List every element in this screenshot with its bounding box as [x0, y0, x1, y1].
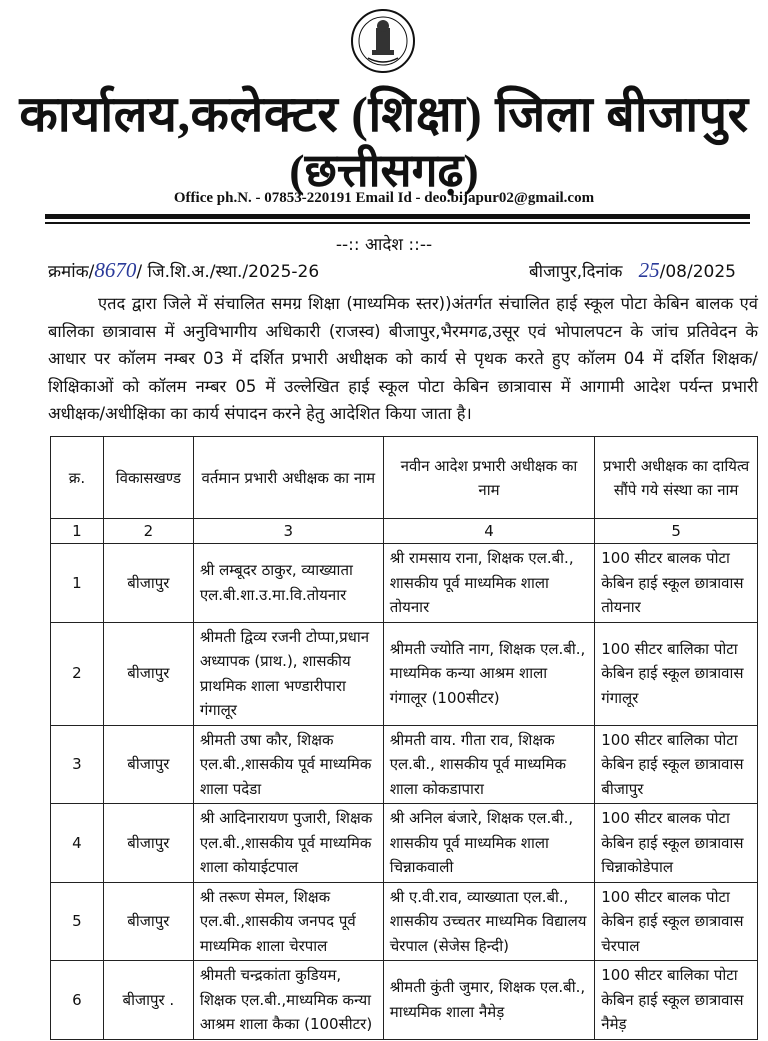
ref-suffix: / जि.शि.अ./स्था./2025-26	[136, 262, 320, 282]
header-institution: प्रभारी अधीक्षक का दायित्व सौंपे गये संस्था का नाम	[595, 437, 758, 519]
table-row	[51, 804, 758, 883]
column-number: 2	[103, 519, 193, 544]
header-divider	[45, 214, 750, 219]
current-superintendent-cell: श्री आदिनारायण पुजारी, शिक्षक एल.बी.,शासकीय पूर्व माध्यमिक शाला कोयाईटपाल	[193, 804, 383, 883]
serial-cell: 6	[51, 961, 104, 1040]
institution-cell: 100 सीटर बालिका पोटा केबिन हाई स्कूल छात्रावास बीजापुर	[595, 725, 758, 804]
current-superintendent-cell: श्रीमती उषा कौर, शिक्षक एल.बी.,शासकीय पूर्व माध्यमिक शाला पदेडा	[193, 725, 383, 804]
order-reference	[48, 258, 319, 283]
institution-cell: 100 सीटर बालक पोटा केबिन हाई स्कूल छात्रावास चिन्नाकोडेपाल	[595, 804, 758, 883]
office-state: (छत्तीसगढ़)	[289, 145, 479, 196]
header-current-superintendent: वर्तमान प्रभारी अधीक्षक का नाम	[193, 437, 383, 519]
column-number: 4	[383, 519, 595, 544]
serial-cell: 1	[51, 544, 104, 623]
new-superintendent-cell: श्रीमती कुंती जुमार, शिक्षक एल.बी., माध्यमिक शाला नैमेड़	[383, 961, 595, 1040]
serial-cell: 4	[51, 804, 104, 883]
institution-cell: 100 सीटर बालक पोटा केबिन हाई स्कूल छात्रावास तोयनार	[595, 544, 758, 623]
block-cell: बीजापुर	[103, 622, 193, 725]
current-superintendent-cell: श्रीमती द्विव्य रजनी टोप्पा,प्रधान अध्यापक (प्राथ.), शासकीय प्राथमिक शाला भण्डारीपारा गंगालूर	[193, 622, 383, 725]
assignment-table	[50, 436, 758, 1040]
institution-cell: 100 सीटर बालिका पोटा केबिन हाई स्कूल छात्रावास नैमेड़	[595, 961, 758, 1040]
date-rest: /08/2025	[659, 262, 736, 282]
current-superintendent-cell: श्री तरूण सेमल, शिक्षक एल.बी.,शासकीय जनपद पूर्व माध्यमिक शाला चेरपाल	[193, 882, 383, 961]
table-row	[51, 882, 758, 961]
current-superintendent-cell: श्री लम्बूदर ठाकुर, व्याख्याता एल.बी.शा.उ.मा.वि.तोयनार	[193, 544, 383, 623]
block-cell: बीजापुर	[103, 544, 193, 623]
state-emblem-icon	[348, 8, 418, 74]
table-row	[51, 544, 758, 623]
new-superintendent-cell: श्री ए.वी.राव, व्याख्याता एल.बी., शासकीय उच्चतर माध्यमिक विद्यालय चेरपाल (सेजेस हिन्दी)	[383, 882, 595, 961]
institution-cell: 100 सीटर बालिका पोटा केबिन हाई स्कूल छात्रावास गंगालूर	[595, 622, 758, 725]
column-number-row	[51, 519, 758, 544]
date-prefix: बीजापुर,दिनांक	[528, 262, 623, 282]
header-block: विकासखण्ड	[103, 437, 193, 519]
block-cell: बीजापुर	[103, 882, 193, 961]
date-day: 25	[638, 258, 660, 282]
new-superintendent-cell: श्री रामसाय राना, शिक्षक एल.बी., शासकीय पूर्व माध्यमिक शाला तोयनार	[383, 544, 595, 623]
ref-number: 8670	[94, 258, 137, 282]
block-cell: बीजापुर	[103, 725, 193, 804]
block-cell: बीजापुर	[103, 804, 193, 883]
new-superintendent-cell: श्रीमती वाय. गीता राव, शिक्षक एल.बी., शासकीय पूर्व माध्यमिक शाला कोकडापारा	[383, 725, 595, 804]
column-number: 1	[51, 519, 104, 544]
header-new-superintendent: नवीन आदेश प्रभारी अधीक्षक का नाम	[383, 437, 595, 519]
table-header-row	[51, 437, 758, 519]
serial-cell: 3	[51, 725, 104, 804]
table-row	[51, 725, 758, 804]
office-title: कार्यालय,कलेक्टर (शिक्षा) जिला बीजापुर	[19, 86, 749, 142]
table-row	[51, 622, 758, 725]
new-superintendent-cell: श्रीमती ज्योति नाग, शिक्षक एल.बी., माध्यमिक कन्या आश्रम शाला गंगालूर (100सीटर)	[383, 622, 595, 725]
institution-cell: 100 सीटर बालक पोटा केबिन हाई स्कूल छात्रावास चेरपाल	[595, 882, 758, 961]
block-cell: बीजापुर .	[103, 961, 193, 1040]
office-contact: Office ph.N. - 07853-220191 Email Id - deo.bijapur02@gmail.com	[173, 190, 595, 206]
header-serial: क्र.	[51, 437, 104, 519]
order-body: एतद द्वारा जिले में संचालित समग्र शिक्षा (माध्यमिक स्तर))अंतर्गत संचालित हाई स्कूल पोटा केबिन बालक एवं बालिका छात्रावास में अनुविभागीय अधिकारी (राजस्व) बीजापुर,भैरमगढ,उसूर एवं भोपालपटन के जांच प्रतिवेदन के आधार पर कॉलम नम्बर 03 में दर्शित प्रभारी अधीक्षक को कार्य से पृथक करते हुए कॉलम 04 में दर्शित शिक्षक/शिक्षिकाओं को कॉलम नम्बर 05 में उल्लेखित हाई स्कूल पोटा केबिन छात्रावास में आगामी आदेश पर्यन्त प्रभारी अधीक्षक/अधीक्षिका का कार्य संपादन करने हेतु आदेशित किया जाता है।	[48, 294, 758, 423]
header-divider-thin	[45, 222, 750, 224]
table-row	[51, 961, 758, 1040]
current-superintendent-cell: श्रीमती चन्द्रकांता कुडियम, शिक्षक एल.बी.,माध्यमिक कन्या आश्रम शाला कैका (100सीटर)	[193, 961, 383, 1040]
column-number: 3	[193, 519, 383, 544]
ref-prefix: क्रमांक/	[48, 262, 95, 282]
order-date	[529, 258, 736, 283]
new-superintendent-cell: श्री अनिल बंजारे, शिक्षक एल.बी., शासकीय पूर्व माध्यमिक शाला चिन्नाकवाली	[383, 804, 595, 883]
serial-cell: 2	[51, 622, 104, 725]
serial-cell: 5	[51, 882, 104, 961]
column-number: 5	[595, 519, 758, 544]
order-heading: --:: आदेश ::--	[335, 235, 433, 255]
